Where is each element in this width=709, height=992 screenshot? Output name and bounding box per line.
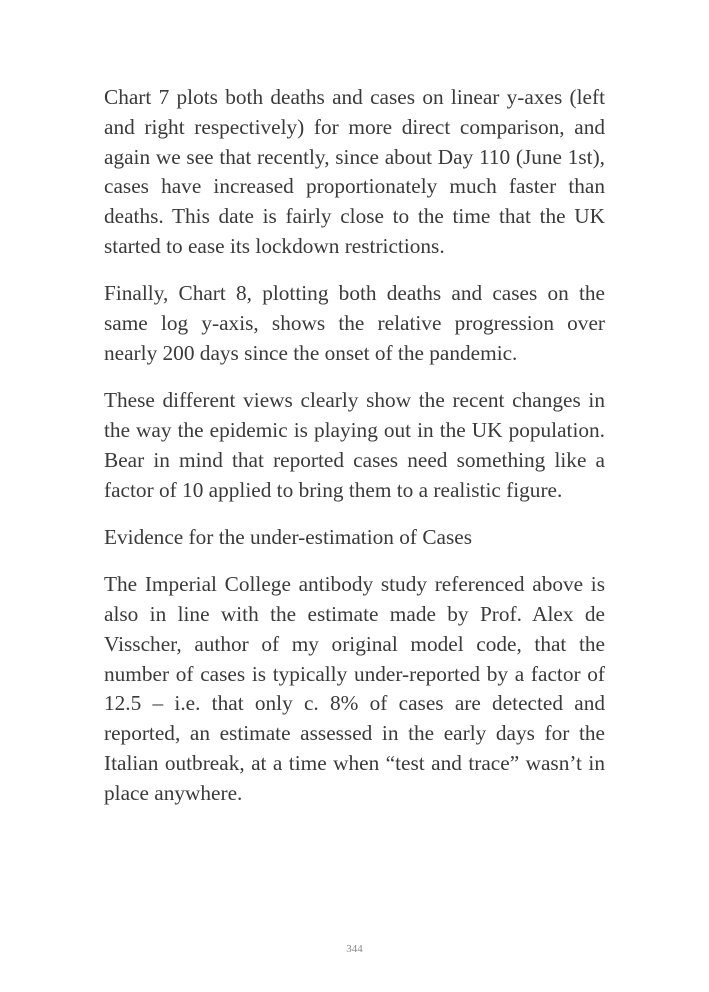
paragraph-different-views: These different views clearly show the recent changes in the way the epidemic is playing out in the UK population. Bear in mind that reported cases need something like a factor of 10 applied to bring them to a realistic figure. — [104, 388, 605, 502]
paragraph-chart-8: Finally, Chart 8, plotting both deaths and cases on the same log y-axis, shows the relative progression over nearly 200 days since the onset of the pandemic. — [104, 281, 605, 365]
page-number: 344 — [346, 943, 363, 955]
paragraph-chart-7: Chart 7 plots both deaths and cases on linear y-axes (left and right respectively) for more direct comparison, and again we see that recently, since about Day 110 (June 1st), cases have increased proportionately much faster than deaths. This date is fairly close to the time that the UK started to ease its lockdown restrictions. — [104, 85, 605, 258]
page-body — [104, 83, 605, 826]
paragraph-imperial-study: The Imperial College antibody study referenced above is also in line with the estimate made by Prof. Alex de Visscher, author of my original model code, that the number of cases is typically under-reported by a factor of 12.5 – i.e. that only c. 8% of cases are detected and reported, an estimate assessed in the early days for the Italian outbreak, at a time when “test and trace” wasn’t in place anywhere. — [104, 572, 605, 805]
section-heading: Evidence for the under-estimation of Cases — [104, 524, 473, 549]
